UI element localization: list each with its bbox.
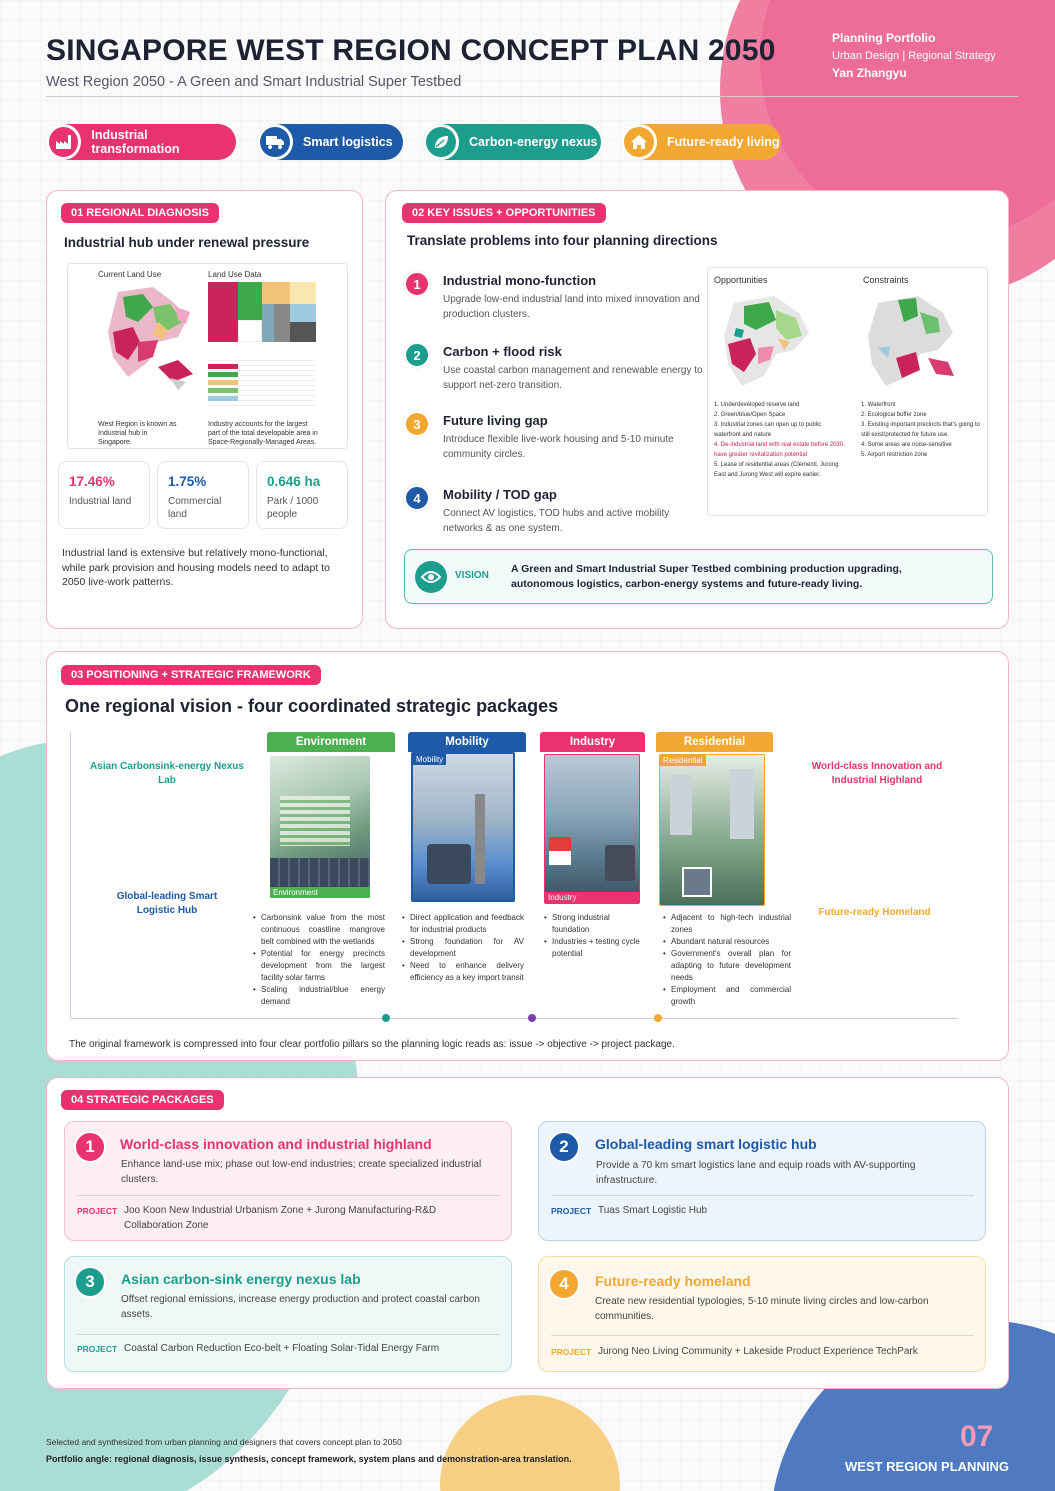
section-strategic-framework [46, 651, 1009, 1061]
issue-title: Carbon + flood risk [443, 344, 562, 359]
pill-carbon-energy[interactable] [423, 124, 601, 160]
section-heading: Industrial hub under renewal pressure [64, 235, 310, 250]
project-value: Coastal Carbon Reduction Eco-belt + Floating Solar-Tidal Energy Farm [124, 1343, 440, 1354]
opportunity-item: 4. De-industrial land with real estate before 2030, have greater revitalization potential [714, 442, 845, 458]
author-name: Yan Zhangyu [832, 66, 907, 80]
issue-title: Future living gap [443, 413, 548, 428]
pill-future-living[interactable] [621, 124, 781, 160]
portfolio-category: Urban Design | Regional Strategy [832, 50, 996, 62]
yellow-bottom-blob [440, 1395, 620, 1491]
project-label: PROJECT [77, 1344, 118, 1354]
package-title: World-class innovation and industrial highland [120, 1136, 432, 1152]
stat-label: Commercial land [168, 496, 222, 520]
package-title: Asian carbon-sink energy nexus lab [121, 1271, 361, 1287]
stat-value: 1.75% [168, 474, 207, 489]
column-header: Industry [540, 732, 645, 752]
pill-label: Carbon-energy nexus [469, 135, 598, 149]
diagnosis-text: Industrial land is extensive but relatively mono-functional, while park provision and housing models need to adapt to 2050 live-work patterns. [62, 547, 330, 588]
package-mobility [408, 732, 526, 982]
package-card-4 [538, 1256, 986, 1372]
label-innovation-highland: World-class Innovation and Industrial Highland [811, 761, 943, 786]
package-title: Global-leading smart logistic hub [595, 1136, 817, 1152]
portfolio-info [832, 30, 996, 83]
bullet: • Need to enhance delivery efficiency as a key import transit [402, 960, 524, 984]
package-divider [77, 1195, 500, 1196]
pill-smart-logistics[interactable] [257, 124, 403, 160]
project-label: PROJECT [551, 1347, 592, 1357]
section-key-issues [385, 190, 1009, 629]
bullet: • Scaling industrial/blue energy demand [253, 984, 385, 1008]
opportunity-item: 1. Underdeveloped reserve land [714, 402, 800, 408]
package-title: Future-ready homeland [595, 1273, 751, 1289]
map-caption: West Region is known as Industrial hub in Singapore. [98, 421, 177, 446]
pill-label: Future-ready living [667, 135, 780, 149]
opportunities-map [714, 288, 824, 398]
column-header: Mobility [408, 732, 526, 752]
stat-industrial-land [58, 461, 150, 529]
package-environment [261, 732, 395, 1006]
issue-desc: Upgrade low-end industrial land into mixed innovation and production clusters. [443, 294, 700, 320]
label-future-homeland: Future-ready Homeland [818, 907, 931, 918]
vision-label: VISION [455, 570, 489, 581]
bullet: • Abundant natural resources [663, 936, 791, 948]
page-title: SINGAPORE WEST REGION CONCEPT PLAN 2050 [46, 34, 776, 67]
bullet: • Strong industrial foundation [544, 912, 648, 936]
framework-axis-h [70, 1018, 958, 1019]
bullet: • Employment and commercial growth [663, 984, 791, 1008]
issue-number: 4 [404, 485, 430, 511]
residential-bullets [663, 912, 791, 1008]
opportunity-item: 2. Green/blue/Open Space [714, 412, 786, 418]
footer-portfolio-angle: Portfolio angle: regional diagnosis, issue synthesis, concept framework, system plans and demonstration-area translation. [46, 1454, 572, 1464]
bullet: • Government's overall plan for adapting to future development needs [663, 948, 791, 984]
pill-industrial-transformation[interactable] [46, 124, 236, 160]
package-divider [551, 1335, 974, 1336]
section-strategic-packages [46, 1077, 1009, 1389]
section-tag: 03 POSITIONING + STRATEGIC FRAMEWORK [61, 665, 321, 685]
package-industry [540, 732, 645, 958]
data-label: Land Use Data [208, 270, 262, 279]
label-carbonsink-lab: Asian Carbonsink-energy Nexus Lab [90, 761, 244, 786]
section-tag: 04 STRATEGIC PACKAGES [61, 1090, 224, 1110]
framework-caption: The original framework is compressed into four clear portfolio pillars so the planning logic reads as: issue -> objective -> project package. [69, 1039, 675, 1050]
project-label: PROJECT [77, 1206, 118, 1216]
issue-desc: Introduce flexible live-work housing and 5-10 minute community circles. [443, 434, 674, 460]
issue-title: Mobility / TOD gap [443, 487, 557, 502]
environment-bullets [253, 912, 385, 1008]
package-number: 4 [548, 1268, 580, 1300]
stat-park-provision [256, 461, 348, 529]
bullet: • Adjacent to high-tech industrial zones [663, 912, 791, 936]
bullet: • Direct application and feedback for industrial products [402, 912, 524, 936]
constraint-item: 3. Existing important precincts that's going to still exist/protected for future use. [861, 422, 980, 438]
package-card-3 [64, 1256, 512, 1372]
section-tag: 01 REGIONAL DIAGNOSIS [61, 203, 219, 223]
project-value: Jurong Neo Living Community + Lakeside Product Experience TechPark [598, 1346, 918, 1357]
stat-label: Industrial land [69, 496, 132, 507]
axis-dot [528, 1014, 536, 1022]
bullet: • Strong foundation for AV development [402, 936, 524, 960]
issue-number: 2 [404, 342, 430, 368]
stat-value: 17.46% [69, 474, 115, 489]
pill-label: Smart logistics [303, 135, 393, 149]
package-card-2 [538, 1121, 986, 1241]
land-use-bars [208, 282, 316, 342]
photo-label: Residential [660, 755, 706, 766]
bullet: • Potential for energy precincts development from the largest facility solar farms [253, 948, 385, 984]
bullet: • Industries + testing cycle potential [544, 936, 648, 960]
package-number: 2 [548, 1131, 580, 1163]
stat-label: Park / 1000 people [267, 496, 319, 520]
land-use-table [208, 356, 316, 408]
map-label: Current Land Use [98, 270, 162, 279]
axis-dot [382, 1014, 390, 1022]
footer-source-note: Selected and synthesized from urban planning and designers that covers concept plan to 2050 [46, 1437, 402, 1447]
issue-number: 3 [404, 411, 430, 437]
vision-box [404, 549, 993, 604]
section-heading: Translate problems into four planning directions [407, 233, 718, 248]
package-desc: Provide a 70 km smart logistics lane and equip roads with AV-supporting infrastructure. [596, 1160, 916, 1186]
opportunities-list [714, 400, 846, 480]
framework-axis-v [70, 732, 71, 1018]
column-header: Residential [656, 732, 773, 752]
column-header: Environment [267, 732, 395, 752]
constraint-item: 1. Waterfront [861, 402, 896, 408]
section-tag: 02 KEY ISSUES + OPPORTUNITIES [402, 203, 606, 223]
industry-photo [544, 754, 640, 904]
page-number: 07 [960, 1420, 994, 1453]
page-subtitle: West Region 2050 - A Green and Smart Industrial Super Testbed [46, 74, 462, 90]
package-desc: Enhance land-use mix; phase out low-end industries; create specialized industrial clusters. [121, 1159, 482, 1185]
truck-icon [257, 124, 293, 160]
factory-icon [46, 124, 81, 160]
photo-label: Environment [270, 887, 370, 898]
opportunity-item: 3. Industrial zones can open up to public waterfront and nature [714, 422, 822, 438]
package-desc: Offset regional emissions, increase energy production and protect coastal carbon assets. [121, 1294, 480, 1320]
package-desc: Create new residential typologies, 5-10 minute living circles and low-carbon communities. [595, 1296, 929, 1322]
page-section-label: WEST REGION PLANNING [845, 1459, 1009, 1474]
land-use-figure [67, 263, 348, 449]
issue-desc: Use coastal carbon management and renewable energy to support net-zero transition. [443, 365, 703, 391]
issue-title: Industrial mono-function [443, 273, 597, 288]
residential-photo [659, 754, 765, 906]
stat-commercial-land [157, 461, 249, 529]
package-card-1 [64, 1121, 512, 1241]
package-residential [656, 732, 791, 1006]
data-caption: Industry accounts for the largest part of the total developable area in Space-Regionally-Managed Areas. [208, 421, 318, 446]
constraint-item: 2. Ecological buffer zone [861, 412, 927, 418]
issue-number: 1 [404, 271, 430, 297]
package-divider [551, 1195, 974, 1196]
eye-icon [415, 561, 447, 593]
photo-label: Mobility [413, 754, 446, 765]
constraints-title: Constraints [863, 275, 909, 285]
opportunities-constraints-figure [707, 267, 988, 516]
constraint-item: 5. Airport restriction zone [861, 452, 928, 458]
project-value: Tuas Smart Logistic Hub [598, 1205, 708, 1216]
constraint-item: 4. Some areas are noise-sensitive [861, 442, 952, 448]
environment-photo [270, 756, 370, 898]
label-logistic-hub: Global-leading Smart Logistic Hub [116, 891, 218, 916]
home-icon [621, 124, 657, 160]
constraints-map [858, 288, 968, 398]
land-use-map [98, 282, 198, 397]
photo-label: Industry [545, 892, 639, 903]
mobility-photo [411, 752, 515, 902]
project-value: Joo Koon New Industrial Urbanism Zone + Jurong Manufacturing-R&D Collaboration Zone [124, 1205, 437, 1231]
bullet: • Carbonsink value from the most continuous coastline mangrove belt combined with the wetlands [253, 912, 385, 948]
portfolio-label: Planning Portfolio [832, 31, 936, 45]
package-divider [77, 1334, 500, 1335]
industry-bullets [544, 912, 648, 960]
constraints-list [861, 400, 983, 460]
header-divider [46, 96, 1018, 97]
package-number: 3 [74, 1266, 106, 1298]
section-regional-diagnosis [46, 190, 363, 629]
leaf-icon [423, 124, 459, 160]
stat-value: 0.646 ha [267, 474, 321, 489]
package-number: 1 [74, 1131, 106, 1163]
opportunities-title: Opportunities [714, 275, 768, 285]
project-label: PROJECT [551, 1206, 592, 1216]
section-heading: One regional vision - four coordinated strategic packages [65, 696, 559, 716]
issue-desc: Connect AV logistics, TOD hubs and active mobility networks & as one system. [443, 508, 670, 534]
mobility-bullets [402, 912, 524, 984]
axis-dot [654, 1014, 662, 1022]
vision-text: A Green and Smart Industrial Super Testbed combining production upgrading, autonomous logistics, carbon-energy systems and future-ready living. [511, 563, 902, 590]
opportunity-item: 5. Lease of residential areas (Clementi, Jurong East and Jurong West will expire earlier. [714, 462, 839, 478]
pill-label: Industrial transformation [91, 128, 180, 156]
